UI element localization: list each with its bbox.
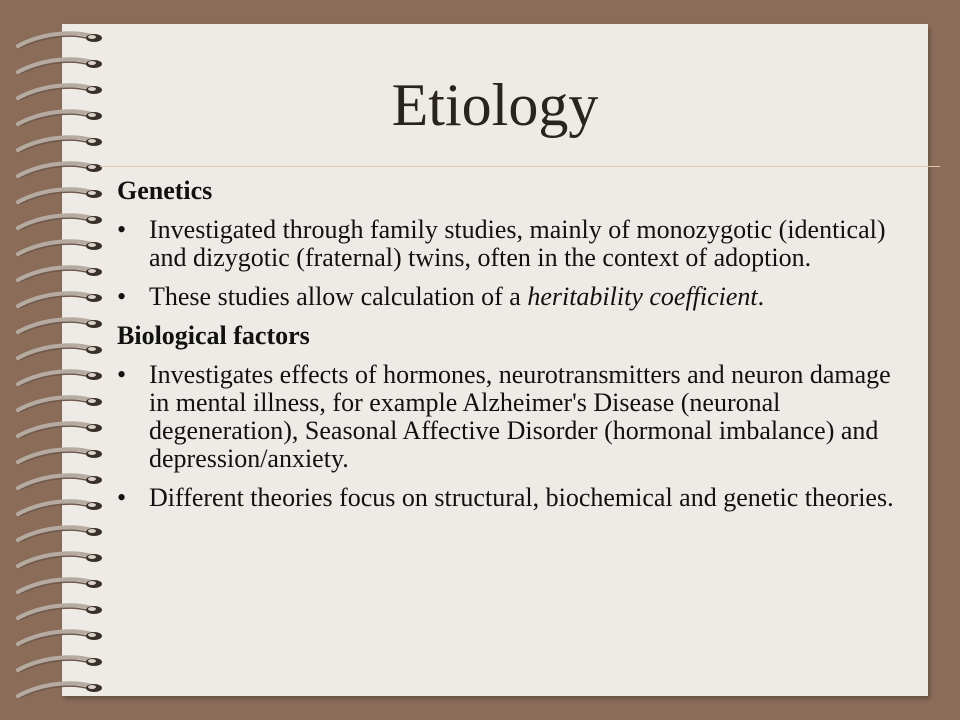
spiral-ring-icon xyxy=(18,683,102,698)
spiral-ring-icon xyxy=(18,423,102,438)
slide-title: Etiology xyxy=(391,72,599,138)
spiral-ring-icon xyxy=(18,241,102,256)
bullet-dot-icon: • xyxy=(117,282,127,311)
spiral-ring-icon xyxy=(18,371,102,386)
spiral-ring-icon xyxy=(18,345,102,360)
bullet-item xyxy=(117,283,917,311)
spiral-ring-icon xyxy=(18,189,102,204)
spiral-ring-icon xyxy=(18,527,102,542)
spiral-ring-icon xyxy=(18,267,102,282)
title-divider xyxy=(100,166,940,167)
bullet-text: These studies allow calculation of a xyxy=(149,282,528,311)
spiral-ring-icon xyxy=(18,657,102,672)
spiral-ring-icon xyxy=(18,501,102,516)
slide-content xyxy=(117,177,917,523)
spiral-ring-icon xyxy=(18,579,102,594)
section-heading-genetics: Genetics xyxy=(117,176,213,205)
bullet-dot-icon: • xyxy=(117,483,127,512)
spiral-ring-icon xyxy=(18,215,102,230)
bullet-dot-icon: • xyxy=(117,215,127,244)
spiral-ring-icon xyxy=(18,553,102,568)
bullet-text: Investigated through family studies, mainly of monozygotic (identical) and dizygotic (fraternal) twins, often in the context of adoption. xyxy=(149,215,886,272)
bullet-item xyxy=(117,484,917,512)
spiral-ring-icon xyxy=(18,293,102,308)
bullet-item xyxy=(117,361,917,473)
spiral-ring-icon xyxy=(18,319,102,334)
spiral-ring-icon xyxy=(18,475,102,490)
bullet-dot-icon: • xyxy=(117,360,127,389)
section-heading-biological: Biological factors xyxy=(117,321,310,350)
spiral-ring-icon xyxy=(18,33,102,48)
spiral-ring-icon xyxy=(18,163,102,178)
spiral-ring-icon xyxy=(18,397,102,412)
bullet-text-end: . xyxy=(757,282,765,311)
bullet-text: Different theories focus on structural, biochemical and genetic theories. xyxy=(149,483,894,512)
spiral-ring-icon xyxy=(18,631,102,646)
bullet-italic-term: heritability coefficient xyxy=(527,282,758,311)
spiral-ring-icon xyxy=(18,449,102,464)
bullet-text: Investigates effects of hormones, neurotransmitters and neuron damage in mental illness, for example Alzheimer's Disease (neuronal degeneration), Seasonal Affective Disorder (hormonal imbalance) and depression/anxiety. xyxy=(149,360,891,473)
spiral-ring-icon xyxy=(18,605,102,620)
bullet-item xyxy=(117,216,917,272)
